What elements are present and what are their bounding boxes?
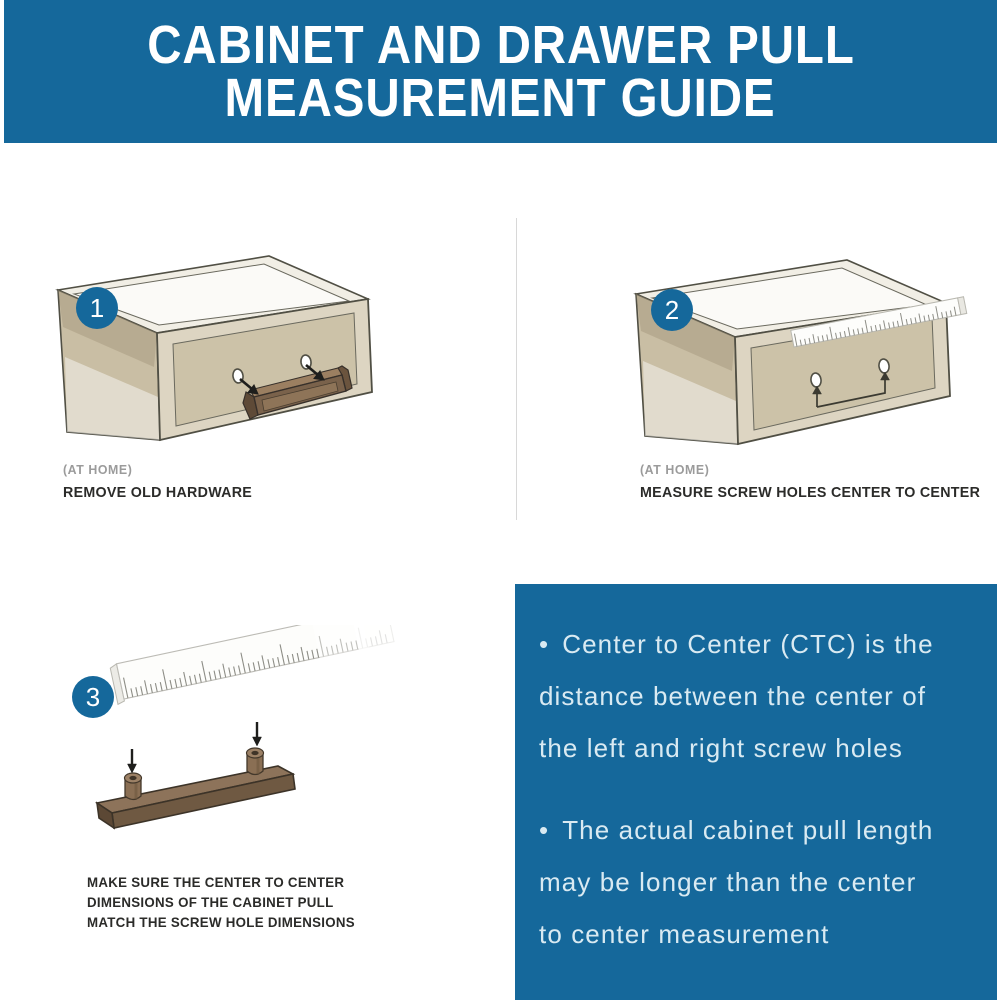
bullet-text-line: may be longer than the center xyxy=(539,867,917,897)
step-1-number: 1 xyxy=(89,292,105,323)
bullet-icon: • xyxy=(539,815,550,845)
step-3-illustration-ruler-over-pull xyxy=(60,625,480,875)
bullet-text-line: distance between the center of xyxy=(539,681,927,711)
cabinet-pull-bar xyxy=(97,748,295,828)
bullet-text-line: to center measurement xyxy=(539,919,830,949)
alignment-arrows-icon xyxy=(128,722,262,773)
step-2-badge xyxy=(651,289,693,331)
bullet-text-line: the left and right screw holes xyxy=(539,733,903,763)
step-3-instruction-line: MATCH THE SCREW HOLE DIMENSIONS xyxy=(87,914,355,930)
right-screw-post xyxy=(247,748,264,775)
ruler xyxy=(109,625,395,704)
step-2-number: 2 xyxy=(664,294,680,325)
step-3-instruction-line: MAKE SURE THE CENTER TO CENTER xyxy=(87,874,345,890)
bullet-item-pull-length xyxy=(539,804,997,960)
step-3-number: 3 xyxy=(85,681,101,712)
step-3-badge xyxy=(72,676,114,718)
left-screw-post xyxy=(125,773,142,800)
bullet-text-line: Center to Center (CTC) is the xyxy=(562,629,934,659)
step-2-instruction: MEASURE SCREW HOLES CENTER TO CENTER xyxy=(640,484,981,501)
page-title-line1: CABINET AND DRAWER PULL xyxy=(146,14,855,75)
step-3-instruction-line: DIMENSIONS OF THE CABINET PULL xyxy=(87,894,334,910)
header-banner xyxy=(4,0,997,143)
step-2-location-note: (AT HOME) xyxy=(640,462,710,477)
info-box xyxy=(515,584,997,1000)
bullet-text-line: The actual cabinet pull length xyxy=(562,815,934,845)
step-1-instruction: REMOVE OLD HARDWARE xyxy=(63,484,253,501)
bullet-icon: • xyxy=(539,629,550,659)
page-title-line2: MEASUREMENT GUIDE xyxy=(225,67,776,128)
bullet-item-ctc-definition xyxy=(539,618,997,774)
step-1-badge xyxy=(76,287,118,329)
step-1-illustration-drawer-remove-hardware xyxy=(50,245,390,460)
step-1-location-note: (AT HOME) xyxy=(63,462,133,477)
step-3-instruction xyxy=(87,872,355,932)
step-2-illustration-drawer-measure-holes xyxy=(628,249,978,464)
panel-divider xyxy=(516,218,517,520)
